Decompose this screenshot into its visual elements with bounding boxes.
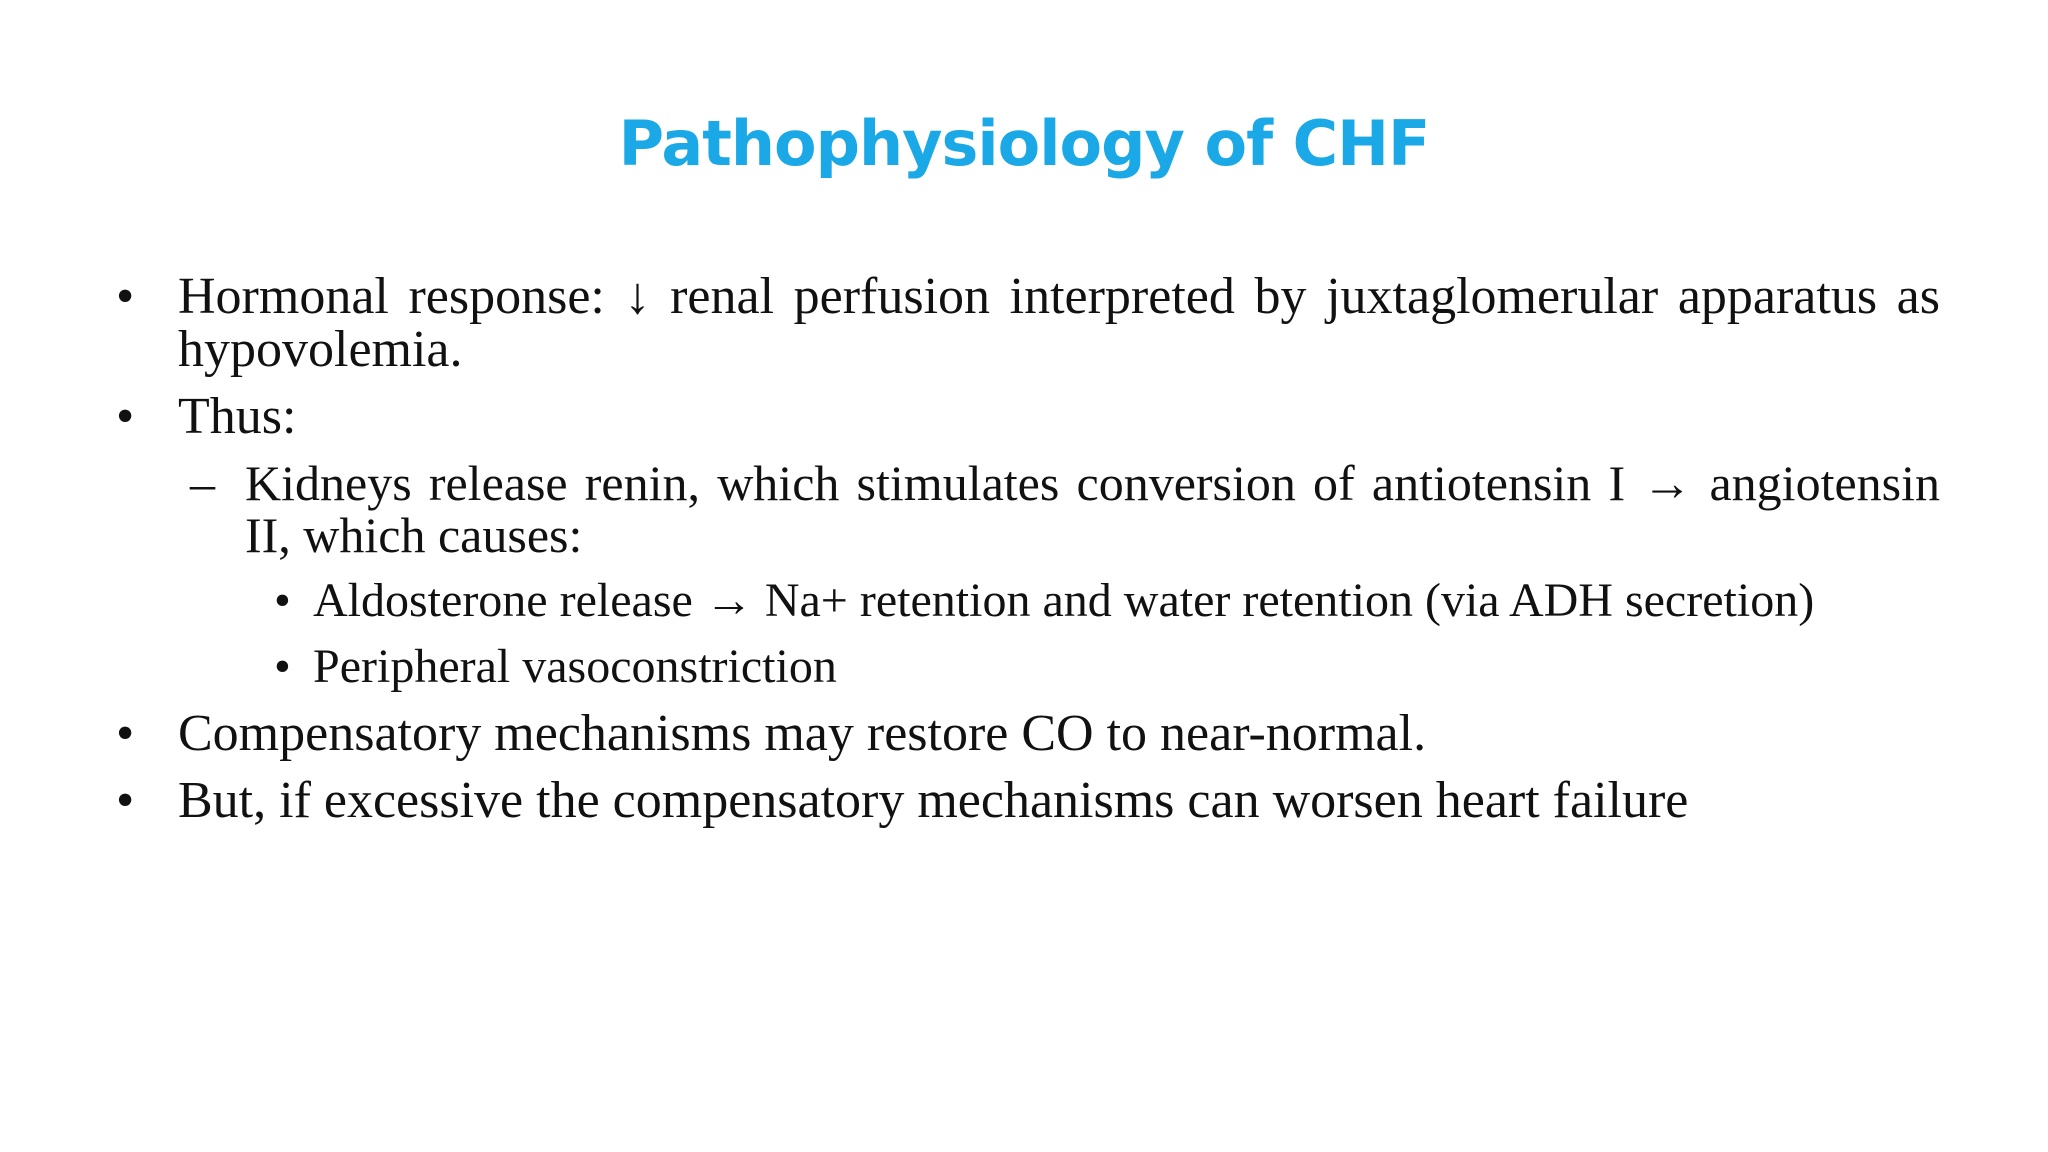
sub-sub-item-vasoconstriction bbox=[110, 641, 1940, 693]
bullet-icon: • bbox=[116, 268, 135, 325]
sub-sub-item-text: Peripheral vasoconstriction bbox=[313, 640, 837, 693]
bullet-icon: • bbox=[116, 388, 135, 445]
bullet-item-hormonal-response bbox=[110, 270, 1940, 376]
sub-item-kidneys-renin bbox=[110, 457, 1940, 561]
bullet-text: But, if excessive the compensatory mechanisms can worsen heart failure bbox=[178, 772, 1689, 829]
bullet-icon: • bbox=[274, 640, 291, 693]
bullet-text: Thus: bbox=[178, 388, 297, 445]
slide-body bbox=[110, 270, 1940, 841]
sub-item-text: Kidneys release renin, which stimulates conversion of antiotensin I → angiotensin II, which causes: bbox=[245, 455, 1940, 563]
slide-title: Pathophysiology of CHF bbox=[618, 107, 1430, 180]
bullet-item-excessive bbox=[110, 774, 1940, 827]
bullet-icon: • bbox=[116, 772, 135, 829]
dash-icon: – bbox=[190, 455, 215, 511]
bullet-icon: • bbox=[274, 574, 291, 627]
bullet-item-compensatory bbox=[110, 707, 1940, 760]
sub-sub-item-text: Aldosterone release → Na+ retention and water retention (via ADH secretion) bbox=[313, 574, 1815, 627]
sub-sub-item-aldosterone bbox=[110, 575, 1940, 627]
bullet-icon: • bbox=[116, 705, 135, 762]
bullet-item-thus bbox=[110, 390, 1940, 443]
bullet-text: Hormonal response: ↓ renal perfusion interpreted by juxtaglomerular apparatus as hypovolemia. bbox=[178, 268, 1940, 378]
bullet-text: Compensatory mechanisms may restore CO to near-normal. bbox=[178, 705, 1427, 762]
